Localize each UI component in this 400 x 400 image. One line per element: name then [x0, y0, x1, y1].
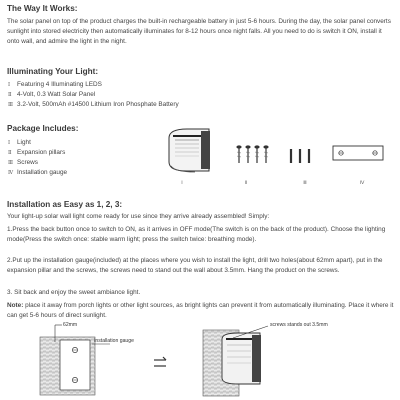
list-item: Ⅰ Light: [8, 139, 31, 146]
illuminating-list: [8, 80, 179, 110]
installation-diagram: [0, 322, 400, 400]
installation-intro: Your light-up solar wall light come ready for use since they arrive already assembled! Simply:: [7, 213, 270, 220]
installation-heading: Installation as Easy as 1, 2, 3:: [7, 200, 123, 209]
figure-label-screws: Ⅲ: [303, 180, 307, 186]
list-item: Ⅳ Installation gauge: [8, 169, 68, 176]
dimension-label: 62mm: [63, 322, 78, 328]
package-illustration: [155, 126, 395, 188]
figure-label-pillars: Ⅱ: [244, 180, 248, 186]
wall-with-gauge-drawing: [40, 325, 110, 395]
how-it-works-heading: The Way It Works:: [7, 4, 78, 13]
figure-label-light: Ⅰ: [181, 180, 183, 186]
package-list: [8, 138, 67, 178]
next-step-arrow-icon: [154, 357, 166, 366]
package-heading: Package Includes:: [7, 124, 79, 133]
solar-light-drawing: [169, 129, 210, 172]
list-item: Ⅱ Expansion pillars: [8, 149, 66, 156]
how-it-works-text: The solar panel on top of the product charges the built-in rechargeable battery in just 5-6 hours. During the day, the solar panel converts sunlight into stored electricity then automatically illuminates for 8-12 hours once night falls. All you need to do is switch it ON, install it onto wall, and admire the light in the night.: [7, 18, 391, 45]
list-item: Ⅲ Screws: [8, 159, 38, 166]
installation-step-2: 2.Put up the installation gauge(included) at the places where you wish to install the light, drill two holes(about 62mm apart), put in the expansion pillar and the screws, the screws need to stand out the wall about 3.5mm. Hang the product on the screws.: [7, 257, 383, 274]
list-item: Ⅱ 4-Volt, 0.3 Watt Solar Panel: [8, 91, 96, 98]
list-item: Ⅲ 3.2-Volt, 500mAh #14500 Lithium Iron Phosphate Battery: [8, 101, 179, 108]
illuminating-heading: Illuminating Your Light:: [7, 67, 99, 76]
installation-note: [7, 301, 395, 321]
wall-with-light-drawing: [203, 326, 268, 396]
list-item: Ⅰ Featuring 4 Illuminating LEDS: [8, 81, 102, 88]
figure-label-gauge: Ⅳ: [359, 180, 365, 186]
gauge-label: Installation gauge: [94, 338, 134, 344]
note-text: place it away from porch lights or other light sources, as bright lights can prevent it from automatically illuminating. Place it where it can get 5-6 hours of direct sunlight.: [7, 302, 394, 319]
screws-drawing: [291, 149, 309, 163]
screw-label: screws stands out 3.5mm: [270, 322, 328, 328]
expansion-pillars-drawing: [236, 145, 268, 163]
installation-step-1: 1.Press the back button once to switch to ON, as it arrives in OFF mode(The switch is on the back of the product). Choose the lighting mode(Press the switch once: stable warm light; press the switch twice: breathing mode).: [7, 226, 386, 243]
installation-gauge-drawing: [333, 146, 383, 160]
note-label: Note:: [7, 302, 24, 309]
installation-step-3: 3. Sit back and enjoy the sweet ambiance light.: [7, 289, 141, 296]
